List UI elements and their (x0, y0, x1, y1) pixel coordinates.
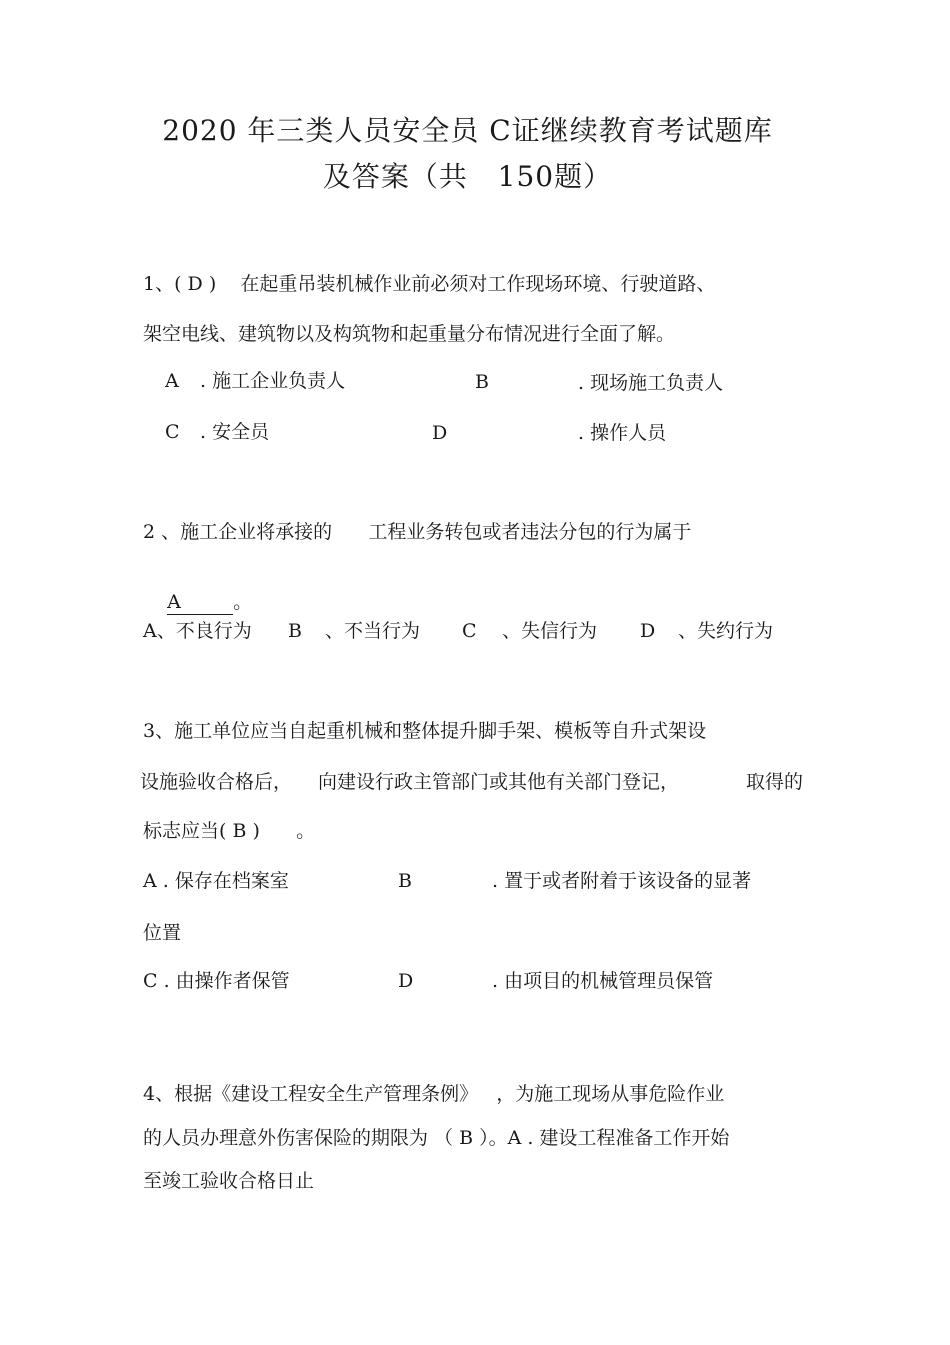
q3-option-b-text: . 置于或者附着于该设备的显著 (492, 870, 752, 892)
q4-stem-line3: 至竣工验收合格日止 (143, 1170, 315, 1192)
q3-stem-line2c: 取得的 (746, 771, 804, 793)
q3-stem-line2b: 向建设行政主管部门或其他有关部门登记， (318, 771, 680, 793)
q1-option-d-letter: D (432, 422, 448, 444)
document-title-line2: 及答案（共 150题） (322, 160, 613, 193)
q3-option-b-letter: B (398, 870, 412, 892)
q1-option-c-letter: C (165, 421, 180, 443)
q2-option-c-text: 、失信行为 (502, 620, 598, 642)
q3-stem-line3: 标志应当( B ) 。 (143, 820, 316, 842)
q3-option-c: C . 由操作者保管 (143, 970, 290, 992)
q1-option-a-text: . 施工企业负责人 (200, 370, 346, 392)
q3-option-d-letter: D (398, 970, 414, 992)
q2-answer-suffix: 。 (233, 591, 253, 613)
q1-option-b-text: . 现场施工负责人 (578, 372, 724, 394)
q3-option-b-continued: 位置 (143, 922, 182, 944)
q1-option-d-text: . 操作人员 (578, 422, 667, 444)
q3-option-a: A . 保存在档案室 (143, 870, 289, 892)
q1-stem-line2: 架空电线、建筑物以及构筑物和起重量分布情况进行全面了解。 (143, 323, 676, 345)
q2-option-b-text: 、不当行为 (325, 620, 421, 642)
q2-option-a: A、不良行为 (143, 620, 252, 642)
q2-option-c-letter: C (462, 620, 477, 642)
q2-option-b-letter: B (288, 620, 302, 642)
q3-stem-line1: 3、施工单位应当自起重机械和整体提升脚手架、模板等自升式架设 (143, 720, 707, 742)
q2-option-d-text: 、失约行为 (678, 620, 774, 642)
q4-stem-line2: 的人员办理意外伤害保险的期限为 （ B ）。A . 建设工程准备工作开始 (143, 1127, 730, 1149)
q1-stem-line1: 1、( D ) 在起重吊装机械作业前必须对工作现场环境、行驶道路、 (143, 273, 716, 295)
q2-option-d-letter: D (640, 620, 656, 642)
q1-option-a-letter: A (165, 370, 179, 392)
document-title-line1: 2020 年三类人员安全员 C证继续教育考试题库 (162, 114, 773, 147)
q3-stem-line2a: 设施验收合格后， (140, 771, 293, 793)
q4-stem-line1: 4、根据《建设工程安全生产管理条例》 ，为施工现场从事危险作业 (143, 1083, 725, 1105)
q1-option-b-letter: B (475, 371, 489, 393)
q2-stem-line1: 2 、施工企业将承接的 工程业务转包或者违法分包的行为属于 (143, 521, 692, 543)
q3-option-d-text: . 由项目的机械管理员保管 (492, 970, 714, 992)
q2-answer: A (167, 593, 233, 615)
q1-option-c-text: . 安全员 (200, 421, 270, 443)
